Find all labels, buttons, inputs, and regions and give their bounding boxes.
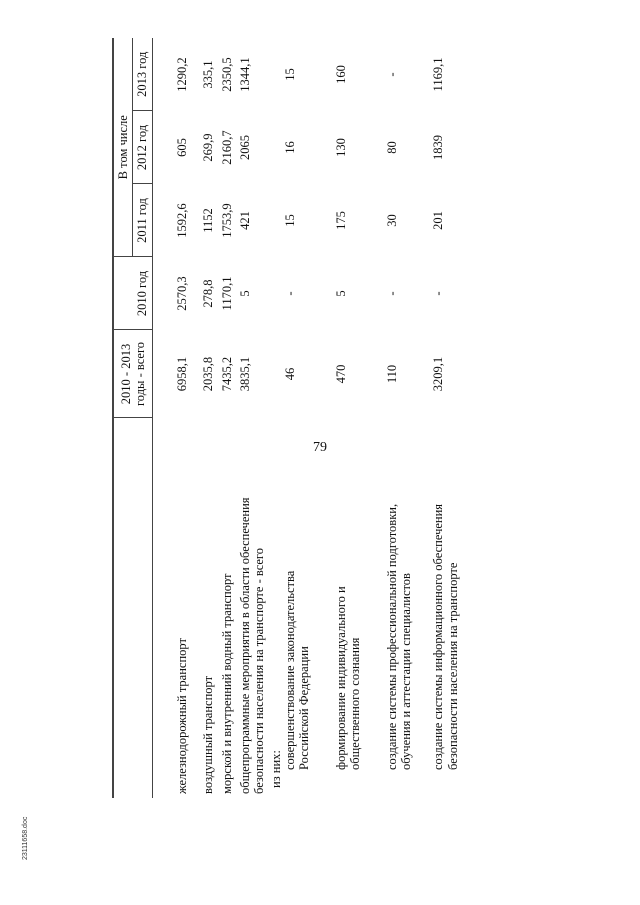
cell-total: 3209,1 — [431, 356, 446, 392]
cell-total: 470 — [333, 364, 348, 384]
cell-2012: 605 — [174, 138, 189, 157]
cell-2013: 15 — [283, 68, 297, 81]
cell-2011: 175 — [333, 211, 348, 230]
table-header — [113, 38, 152, 798]
cell-2011: 15 — [283, 214, 297, 227]
cell-2013: 335,1 — [201, 60, 216, 89]
table-row — [363, 38, 414, 798]
table-row — [267, 38, 283, 798]
cell-2013: 1344,1 — [237, 57, 252, 92]
cell-2010: 5 — [237, 290, 252, 297]
table-body — [152, 38, 460, 798]
row-label: из них: — [268, 750, 283, 788]
cell-2010: 2570,3 — [174, 276, 189, 311]
cell-2012: 269,9 — [201, 133, 216, 162]
row-label: формирование индивидуального и общественного сознания — [333, 586, 363, 770]
header-group: В том числе — [113, 38, 133, 257]
row-label: морской и внутренний водный транспорт — [219, 573, 234, 794]
table-row — [413, 38, 460, 798]
cell-2013: 2350,5 — [219, 57, 234, 92]
row-label: создание системы профессиональной подготовки, обучения и аттестации специалистов — [384, 503, 413, 770]
cell-total — [267, 330, 283, 418]
row-label: общепрограммные мероприятия в области обеспечения безопасности населения на транспорте - всего — [237, 497, 267, 794]
cell-2010: 5 — [333, 290, 348, 297]
cell-2010 — [267, 257, 283, 330]
cell-2012: 2065 — [237, 135, 252, 160]
row-label: железнодорожный транспорт — [174, 638, 189, 794]
table-row — [234, 38, 267, 798]
cell-2012: 80 — [384, 141, 399, 154]
header-total — [113, 330, 152, 418]
cell-2011: 1753,9 — [219, 203, 234, 238]
cell-total: 3835,1 — [237, 356, 252, 392]
cell-2010: 278,8 — [201, 279, 216, 308]
cell-2010: - — [431, 291, 446, 296]
table-row — [216, 38, 234, 798]
table-row — [283, 38, 312, 798]
cell-total: 6958,1 — [174, 356, 189, 392]
cell-2012: 1839 — [431, 135, 446, 160]
cell-2011: 30 — [384, 214, 399, 227]
header-year-2010-top — [113, 257, 133, 330]
cell-2013: - — [384, 72, 399, 77]
cell-2011: 1592,6 — [174, 203, 189, 238]
cell-2013: 1290,2 — [174, 57, 189, 92]
document-filename: 23111658.doc — [22, 816, 29, 860]
cell-2012: 130 — [333, 138, 348, 157]
header-label-column — [113, 418, 152, 798]
cell-2010: - — [384, 291, 399, 296]
table-row — [312, 38, 363, 798]
header-year-2010: 2010 год — [133, 257, 152, 330]
header-year-2011: 2011 год — [133, 184, 152, 257]
header-total-line1: 2010 - 2013 — [118, 343, 133, 405]
cell-2012 — [267, 111, 283, 184]
cell-2013 — [267, 38, 283, 111]
header-total-line2: годы - всего — [132, 341, 147, 407]
table-row — [152, 38, 189, 798]
cell-2012: 2160,7 — [219, 130, 234, 165]
budget-table — [112, 38, 460, 798]
cell-total: 46 — [283, 367, 297, 381]
cell-total: 2035,8 — [201, 356, 216, 392]
cell-2011 — [267, 184, 283, 257]
cell-2012: 16 — [283, 141, 297, 154]
rotated-table-container — [112, 38, 612, 798]
page-number: 79 — [313, 440, 327, 455]
row-label: воздушный транспорт — [201, 675, 216, 794]
row-label: создание системы информационного обеспечения безопасности населения на транспорте — [431, 503, 460, 770]
cell-2011: 421 — [237, 211, 252, 230]
cell-2011: 201 — [431, 211, 446, 230]
row-label: совершенствование законодательства Российской Федерации — [283, 570, 312, 770]
cell-2013: 1169,1 — [431, 57, 446, 92]
cell-total: 110 — [384, 364, 399, 384]
cell-total: 7435,2 — [219, 356, 234, 392]
table-row — [189, 38, 215, 798]
header-year-2012: 2012 год — [133, 111, 152, 184]
header-year-2013: 2013 год — [133, 38, 152, 111]
cell-2010: 1170,1 — [219, 276, 234, 311]
cell-2010: - — [283, 291, 297, 296]
cell-2013: 160 — [333, 65, 348, 84]
cell-2011: 1152 — [201, 208, 216, 233]
